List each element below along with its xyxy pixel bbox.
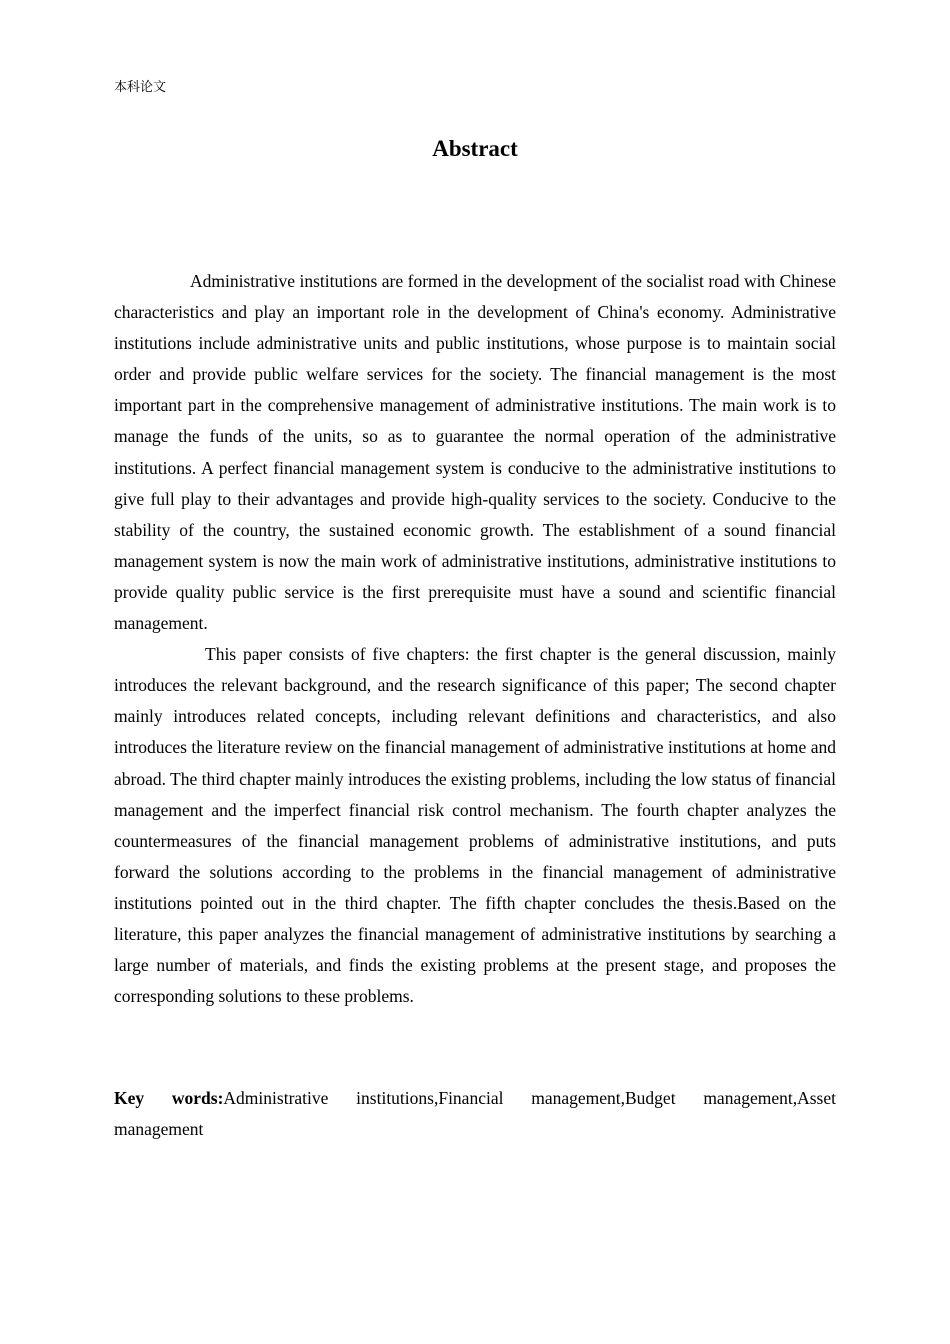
keywords-label: Key words: <box>114 1088 224 1108</box>
abstract-body <box>114 266 836 1012</box>
document-header-label: 本科论文 <box>114 80 167 95</box>
keywords-text: Administrative institutions,Financial management,Budget management,Asset management <box>114 1088 836 1140</box>
abstract-paragraph-1: Administrative institutions are formed in the development of the socialist road with Chinese characteristics and play an important role in the development of China's economy. Administrative institutions include administrative units and public institutions, whose purpose is to maintain social order and provide public welfare services for the society. The financial management is the most important part in the comprehensive management of administrative institutions. The main work is to manage the funds of the units, so as to guarantee the normal operation of the administrative institutions. A perfect financial management system is conducive to the administrative institutions to give full play to their advantages and provide high-quality services to the society. Conducive to the stability of the country, the sustained economic growth. The establishment of a sound financial management system is now the main work of administrative institutions, administrative institutions to provide quality public service is the first prerequisite must have a sound and scientific financial management. <box>114 271 836 634</box>
keywords-section <box>114 1083 836 1145</box>
abstract-paragraph-2: This paper consists of five chapters: the first chapter is the general discussion, mainly introduces the relevant background, and the research significance of this paper; The second chapter mainly introduces related concepts, including relevant definitions and characteristics, and also introduces the literature review on the financial management of administrative institutions at home and abroad. The third chapter mainly introduces the existing problems, including the low status of financial management and the imperfect financial risk control mechanism. The fourth chapter analyzes the countermeasures of the financial management problems of administrative institutions, and puts forward the solutions according to the problems in the financial management of administrative institutions pointed out in the third chapter. The fifth chapter concludes the thesis.Based on the literature, this paper analyzes the financial management of administrative institutions by searching a large number of materials, and finds the existing problems at the present stage, and proposes the corresponding solutions to these problems. <box>114 644 836 1007</box>
page-title: Abstract <box>432 136 518 161</box>
